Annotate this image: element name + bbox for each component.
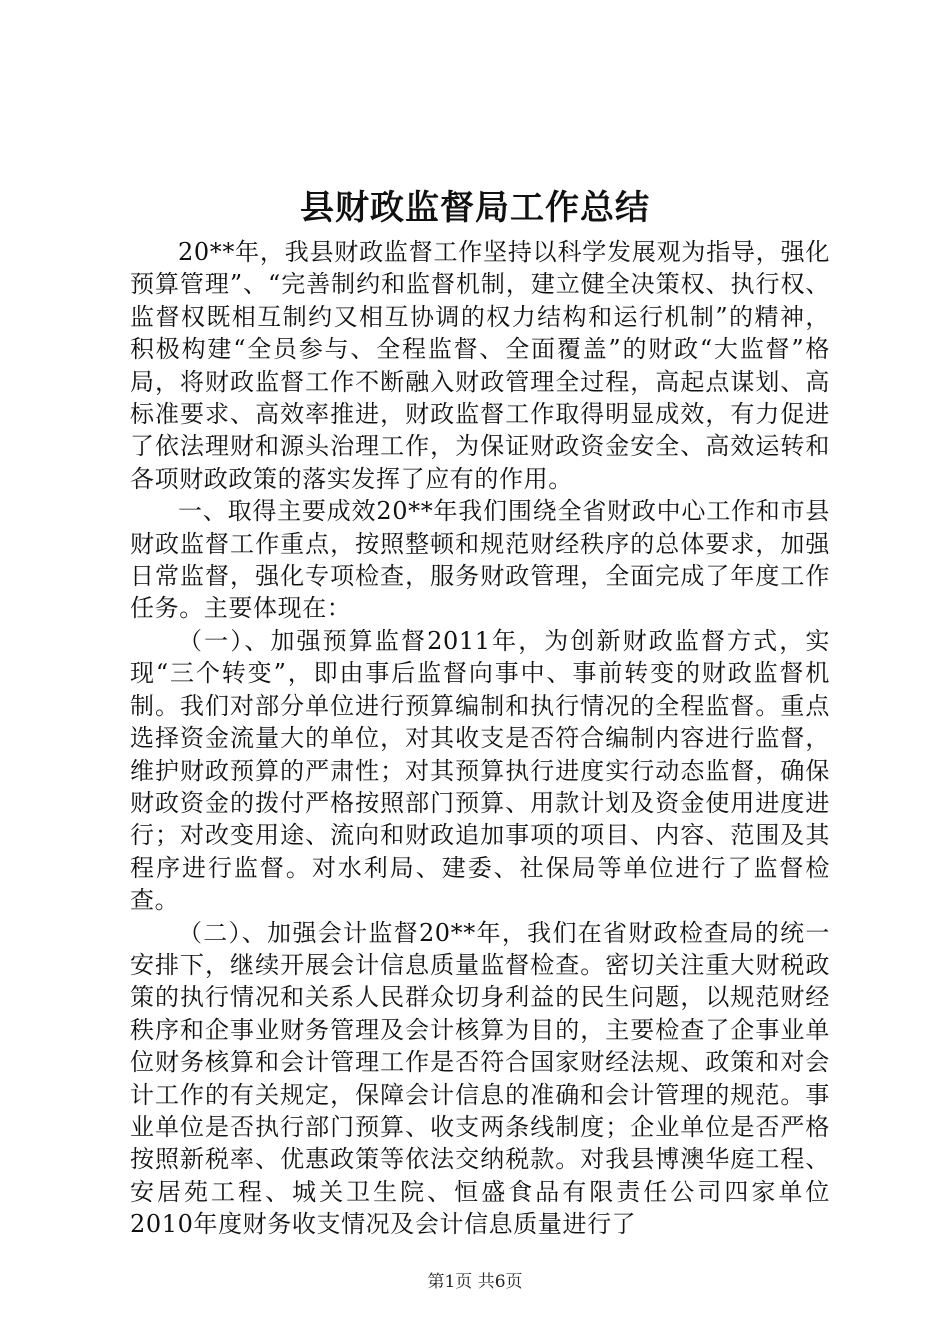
- document-body: [130, 236, 830, 1241]
- paragraph-accounting-supervision: （二）、加强会计监督20**年，我们在省财政检查局的统一安排下，继续开展会计信息质量监督检查。密切关注重大财税政策的执行情况和关系人民群众切身利益的民生问题，以规范财经秩序和企事业财务管理及会计核算为目的，主要检查了企事业单位财务核算和会计管理工作是否符合国家财经法规、政策和对会计工作的有关规定，保障会计信息的准确和会计管理的规范。事业单位是否执行部门预算、收支两条线制度；企业单位是否严格按照新税率、优惠政策等依法交纳税款。对我县博澳华庭工程、安居苑工程、城关卫生院、恒盛食品有限责任公司四家单位2010年度财务收支情况及会计信息质量进行了: [130, 918, 830, 1239]
- paragraph-intro: 20**年，我县财政监督工作坚持以科学发展观为指导，强化预算管理”、“完善制约和监督机制，建立健全决策权、执行权、监督权既相互制约又相互协调的权力结构和运行机制”的精神，积极构建“全员参与、全程监督、全面覆盖”的财政“大监督”格局，将财政监督工作不断融入财政管理全过程，高起点谋划、高标准要求、高效率推进，财政监督工作取得明显成效，有力促进了依法理财和源头治理工作，为保证财政资金安全、高效运转和各项财政政策的落实发挥了应有的作用。: [130, 238, 830, 493]
- page-number-footer: 第1页 共6页: [427, 1272, 523, 1292]
- paragraph-budget-supervision: （一）、加强预算监督2011年，为创新财政监督方式，实现“三个转变”，即由事后监督向事中、事前转变的财政监督机制。我们对部分单位进行预算编制和执行情况的全程监督。重点选择资金流量大的单位，对其收支是否符合编制内容进行监督，维护财政预算的严肃性；对其预算执行进度实行动态监督，确保财政资金的拨付严格按照部门预算、用款计划及资金使用进度进行；对改变用途、流向和财政追加事项的项目、内容、范围及其程序进行监督。对水利局、建委、社保局等单位进行了监督检查。: [130, 626, 830, 915]
- paragraph-section-1: 一、取得主要成效20**年我们围绕全省财政中心工作和市县财政监督工作重点，按照整顿和规范财经秩序的总体要求，加强日常监督，强化专项检查，服务财政管理，全面完成了年度工作任务。主要体现在：: [130, 497, 830, 623]
- document-title: 县财政监督局工作总结: [300, 188, 650, 228]
